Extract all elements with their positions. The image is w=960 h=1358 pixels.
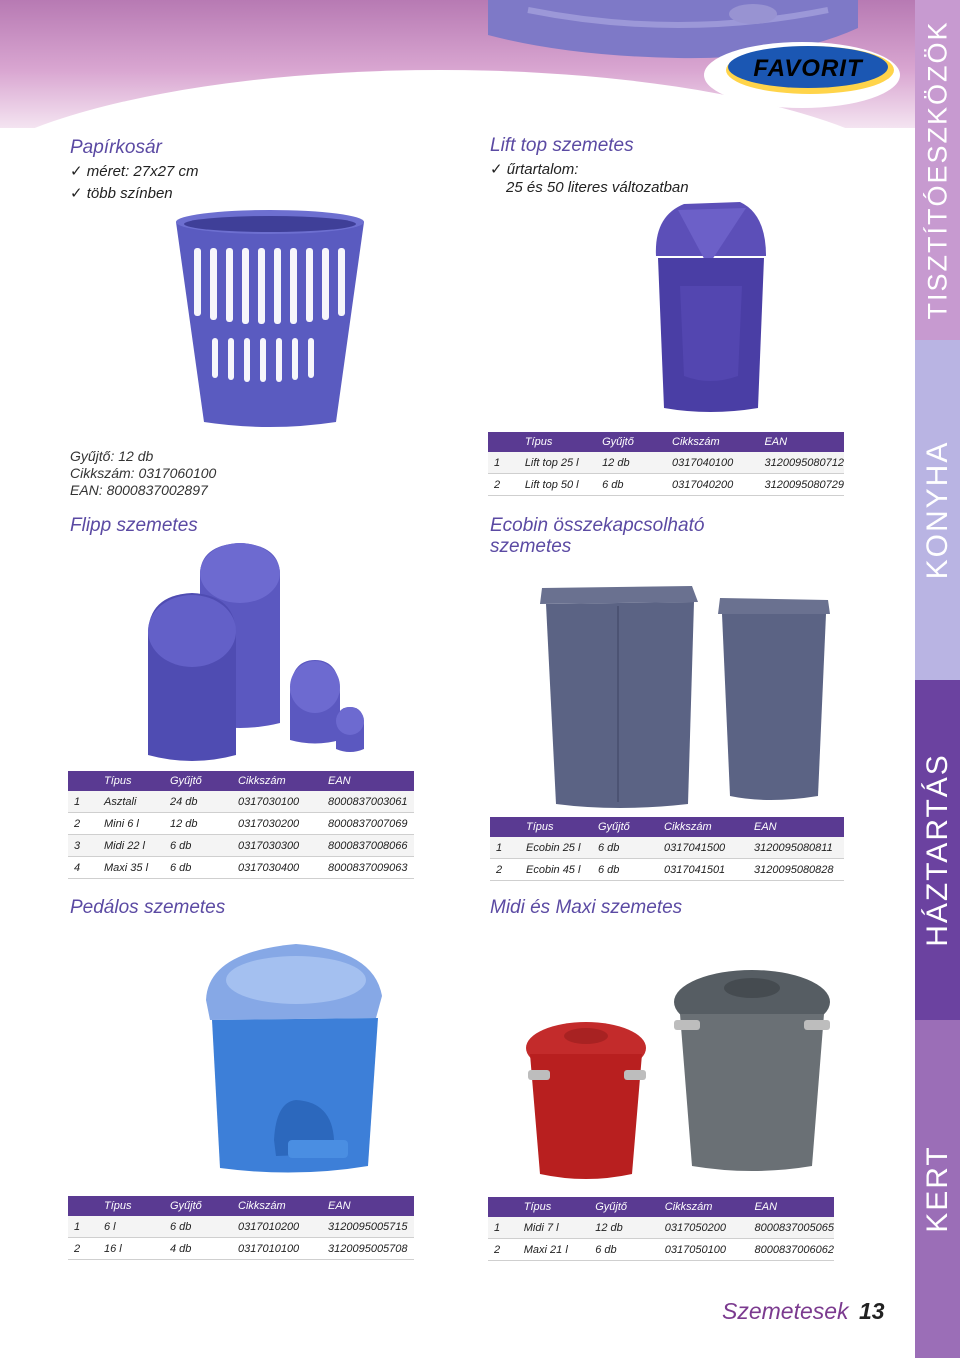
table-row xyxy=(68,857,414,879)
footer-title: Szemetesek xyxy=(722,1298,849,1324)
cell: 6 l xyxy=(98,1216,164,1238)
cell: 1 xyxy=(488,452,519,474)
cell: 8000837005065 xyxy=(748,1217,834,1239)
lifttop-bullet-1: ✓ űrtartalom: xyxy=(490,161,579,178)
table-row xyxy=(68,1238,414,1260)
cell: 0317050100 xyxy=(659,1239,749,1261)
cell: 12 db xyxy=(589,1217,659,1239)
cell: 3120095080828 xyxy=(748,859,844,881)
col-gyujto: Gyűjtő xyxy=(596,432,666,452)
lifttop-bullet-continuation: 25 és 50 literes változatban xyxy=(506,179,689,196)
col-gyujto: Gyűjtő xyxy=(589,1197,659,1217)
flipp-photo xyxy=(140,535,380,765)
table-header-row xyxy=(488,1197,834,1217)
col-ean: EAN xyxy=(748,817,844,837)
cell: 1 xyxy=(68,791,98,813)
cell: 0317030100 xyxy=(232,791,322,813)
cell: 8000837007069 xyxy=(322,813,414,835)
lifttop-title: Lift top szemetes xyxy=(490,135,634,156)
cell: 6 db xyxy=(589,1239,659,1261)
col-num xyxy=(68,1196,98,1216)
cell: 4 xyxy=(68,857,98,879)
col-tipus: Típus xyxy=(519,432,596,452)
cell: Lift top 25 l xyxy=(519,452,596,474)
cell: 8000837006062 xyxy=(748,1239,834,1261)
papirkosar-gyujto: Gyűjtő: 12 db xyxy=(70,448,154,464)
cell: Lift top 50 l xyxy=(519,474,596,496)
col-cikkszam: Cikkszám xyxy=(232,771,322,791)
cell: 0317040200 xyxy=(666,474,758,496)
cell: Maxi 35 l xyxy=(98,857,164,879)
cell: 2 xyxy=(68,813,98,835)
col-tipus: Típus xyxy=(518,1197,589,1217)
table-header-row xyxy=(68,1196,414,1216)
cell: 1 xyxy=(488,1217,518,1239)
cell: 0317041501 xyxy=(658,859,748,881)
cell: 0317030300 xyxy=(232,835,322,857)
table-row xyxy=(68,813,414,835)
page-number: 13 xyxy=(859,1298,885,1324)
cell: 3120095080729 xyxy=(758,474,844,496)
col-ean: EAN xyxy=(322,771,414,791)
ecobin-photo xyxy=(538,578,838,814)
pedalos-title: Pedálos szemetes xyxy=(70,897,226,918)
papirkosar-ean: EAN: 8000837002897 xyxy=(70,482,208,498)
col-tipus: Típus xyxy=(520,817,592,837)
cell: 4 db xyxy=(164,1238,232,1260)
cell: 3120095005708 xyxy=(322,1238,414,1260)
col-ean: EAN xyxy=(748,1197,834,1217)
table-row xyxy=(68,791,414,813)
cell: 0317041500 xyxy=(658,837,748,859)
col-num xyxy=(490,817,520,837)
cell: 8000837008066 xyxy=(322,835,414,857)
col-cikkszam: Cikkszám xyxy=(658,817,748,837)
svg-text:FAVORIT: FAVORIT xyxy=(753,55,863,82)
cell: Asztali xyxy=(98,791,164,813)
table-row xyxy=(488,452,844,474)
lifttop-table xyxy=(488,432,844,496)
cell: 12 db xyxy=(596,452,666,474)
papirkosar-photo xyxy=(172,208,368,430)
cell: 16 l xyxy=(98,1238,164,1260)
table-row xyxy=(490,859,844,881)
cell: Mini 6 l xyxy=(98,813,164,835)
cell: 6 db xyxy=(596,474,666,496)
ecobin-title-line1: Ecobin összekapcsolható xyxy=(490,515,705,536)
lifttop-photo xyxy=(648,196,772,416)
col-cikkszam: Cikkszám xyxy=(232,1196,322,1216)
flipp-table xyxy=(68,771,414,879)
cell: 2 xyxy=(68,1238,98,1260)
cell: 0317030400 xyxy=(232,857,322,879)
table-row xyxy=(68,835,414,857)
col-tipus: Típus xyxy=(98,1196,164,1216)
col-num xyxy=(488,1197,518,1217)
cell: 6 db xyxy=(164,1216,232,1238)
side-tab-kert[interactable]: KERT xyxy=(915,1020,960,1358)
cell: 1 xyxy=(68,1216,98,1238)
col-num xyxy=(488,432,519,452)
midimaxi-photo xyxy=(520,958,840,1182)
table-header-row xyxy=(68,771,414,791)
cell: 6 db xyxy=(164,857,232,879)
table-row xyxy=(488,474,844,496)
cell: 3 xyxy=(68,835,98,857)
cell: Midi 7 l xyxy=(518,1217,589,1239)
side-tab-konyha[interactable]: KONYHA xyxy=(915,340,960,680)
table-header-row xyxy=(490,817,844,837)
cell: 3120095080811 xyxy=(748,837,844,859)
cell: 2 xyxy=(490,859,520,881)
ecobin-title xyxy=(490,515,704,557)
pedalos-photo xyxy=(196,940,392,1180)
ecobin-title-line2: szemetes xyxy=(490,536,572,557)
table-row xyxy=(488,1239,834,1261)
col-tipus: Típus xyxy=(98,771,164,791)
col-cikkszam: Cikkszám xyxy=(659,1197,749,1217)
cell: Ecobin 45 l xyxy=(520,859,592,881)
col-num xyxy=(68,771,98,791)
col-ean: EAN xyxy=(758,432,844,452)
cell: 24 db xyxy=(164,791,232,813)
cell: 8000837003061 xyxy=(322,791,414,813)
cell: 0317040100 xyxy=(666,452,758,474)
midimaxi-title: Midi és Maxi szemetes xyxy=(490,897,683,918)
favorit-logo xyxy=(702,40,902,110)
cell: Midi 22 l xyxy=(98,835,164,857)
cell: 0317030200 xyxy=(232,813,322,835)
cell: Maxi 21 l xyxy=(518,1239,589,1261)
cell: 0317010100 xyxy=(232,1238,322,1260)
cell: 6 db xyxy=(164,835,232,857)
cell: 1 xyxy=(490,837,520,859)
ecobin-table xyxy=(490,817,844,881)
papirkosar-title: Papírkosár xyxy=(70,137,162,158)
cell: 8000837009063 xyxy=(322,857,414,879)
papirkosar-bullet-1: ✓ méret: 27x27 cm xyxy=(70,163,199,180)
cell: 6 db xyxy=(592,859,658,881)
papirkosar-bullet-2: ✓ több színben xyxy=(70,185,173,202)
midimaxi-table xyxy=(488,1197,834,1261)
papirkosar-cikkszam: Cikkszám: 0317060100 xyxy=(70,465,217,481)
col-ean: EAN xyxy=(322,1196,414,1216)
side-tab-tisztitoeszkozok[interactable]: TISZTÍTÓESZKÖZÖK xyxy=(915,0,960,340)
table-header-row xyxy=(488,432,844,452)
cell: 3120095005715 xyxy=(322,1216,414,1238)
col-gyujto: Gyűjtő xyxy=(164,771,232,791)
pedalos-table xyxy=(68,1196,414,1260)
cell: 2 xyxy=(488,474,519,496)
cell: 0317010200 xyxy=(232,1216,322,1238)
cell: 12 db xyxy=(164,813,232,835)
cell: 3120095080712 xyxy=(758,452,844,474)
col-gyujto: Gyűjtő xyxy=(592,817,658,837)
page-footer xyxy=(722,1298,885,1325)
table-row xyxy=(490,837,844,859)
side-tab-haztartas[interactable]: HÁZTARTÁS xyxy=(915,680,960,1020)
cell: 0317050200 xyxy=(659,1217,749,1239)
papirkosar-info xyxy=(70,448,216,499)
col-gyujto: Gyűjtő xyxy=(164,1196,232,1216)
table-row xyxy=(488,1217,834,1239)
col-cikkszam: Cikkszám xyxy=(666,432,758,452)
cell: 2 xyxy=(488,1239,518,1261)
table-row xyxy=(68,1216,414,1238)
cell: Ecobin 25 l xyxy=(520,837,592,859)
cell: 6 db xyxy=(592,837,658,859)
flipp-title: Flipp szemetes xyxy=(70,515,198,536)
